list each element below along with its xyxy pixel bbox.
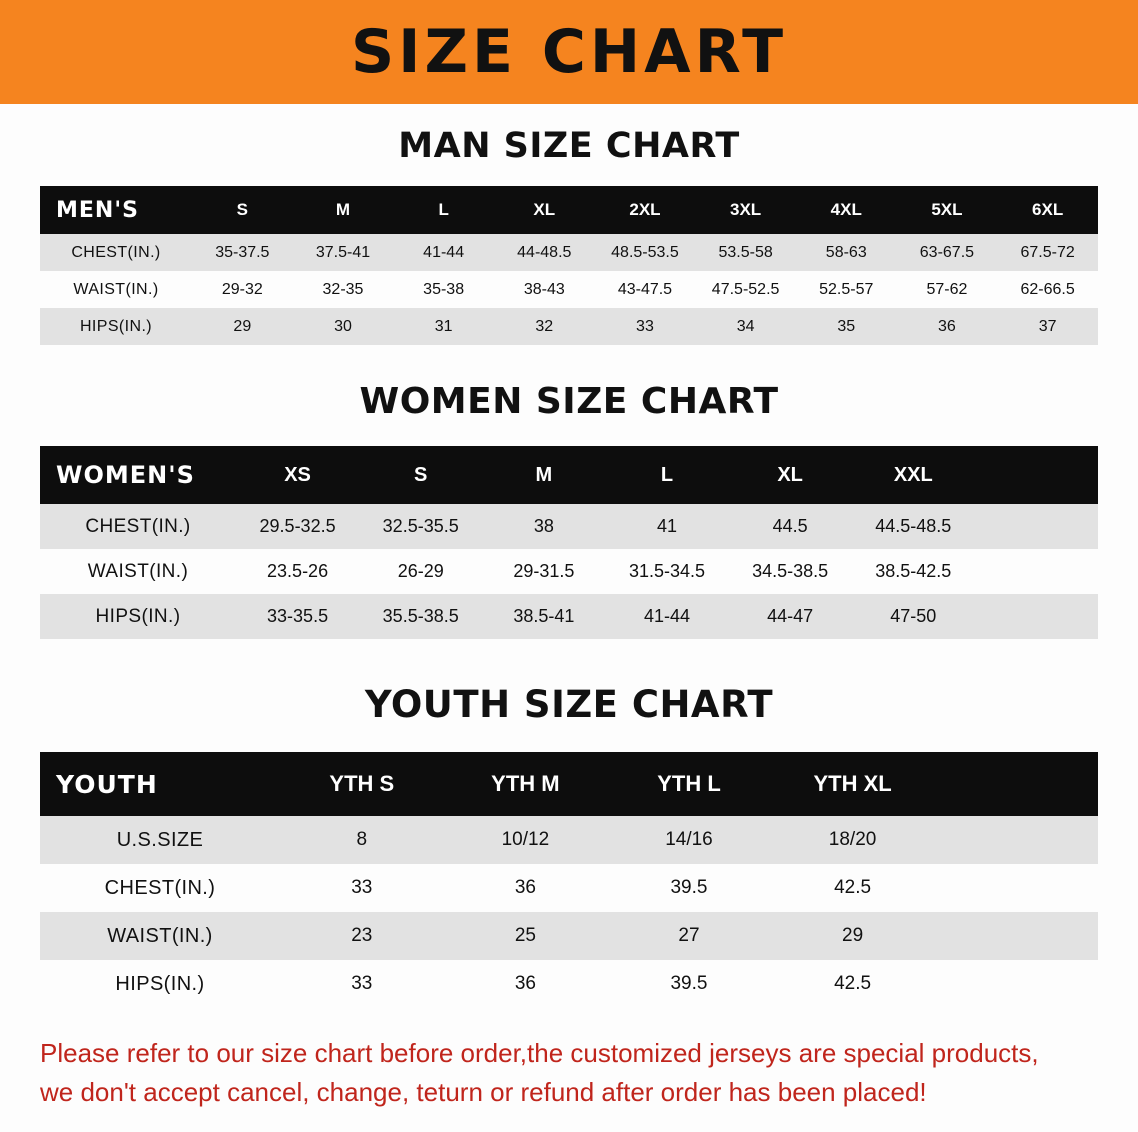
header-cell-m: M bbox=[535, 463, 553, 486]
cell bbox=[934, 960, 1098, 1008]
cell: 35.5-38.5 bbox=[382, 606, 459, 626]
table-row bbox=[40, 234, 1098, 271]
header-cell-womens: WOMEN'S bbox=[56, 461, 195, 489]
header-cell-xl: XL bbox=[777, 463, 803, 486]
cell: 34 bbox=[736, 317, 755, 335]
cell: 38-43 bbox=[523, 280, 565, 298]
women-chart-wrapper bbox=[0, 446, 1138, 639]
women-section-title: WOMEN SIZE CHART bbox=[359, 381, 779, 422]
cell: 39.5 bbox=[670, 973, 708, 994]
cell: 44.5 bbox=[772, 516, 808, 536]
header-cell-s: S bbox=[236, 200, 248, 219]
cell: 32.5-35.5 bbox=[382, 516, 459, 536]
cell: 37 bbox=[1038, 317, 1057, 335]
header-cell-s: S bbox=[414, 463, 428, 486]
header-cell-3xl: 3XL bbox=[730, 200, 762, 219]
cell: 23 bbox=[351, 925, 373, 946]
cell: 52.5-57 bbox=[819, 280, 874, 298]
table-row bbox=[40, 912, 1098, 960]
cell: 41 bbox=[656, 516, 677, 536]
header-cell-6xl: 6XL bbox=[1032, 200, 1064, 219]
cell: 42.5 bbox=[834, 877, 872, 898]
man-size-table bbox=[40, 186, 1098, 345]
cell: 39.5 bbox=[670, 877, 708, 898]
cell: 38 bbox=[533, 516, 554, 536]
cell: 37.5-41 bbox=[315, 243, 371, 261]
disclaimer-note bbox=[40, 1034, 1098, 1112]
table-row bbox=[40, 271, 1098, 308]
cell: 67.5-72 bbox=[1020, 243, 1075, 261]
cell: 36 bbox=[514, 877, 536, 898]
disclaimer-line-1: Please refer to our size chart before order,the customized jerseys are special products, bbox=[40, 1038, 1039, 1068]
youth-section-title: YOUTH SIZE CHART bbox=[364, 683, 774, 726]
cell bbox=[975, 549, 1098, 594]
header-cell-empty bbox=[975, 446, 1098, 504]
table-row bbox=[40, 594, 1098, 639]
cell: 29-32 bbox=[221, 280, 263, 298]
cell: 36 bbox=[514, 973, 536, 994]
cell: 33 bbox=[636, 317, 654, 335]
cell: 33 bbox=[351, 877, 373, 898]
cell: 57-62 bbox=[926, 280, 968, 298]
cell: 44.5-48.5 bbox=[875, 516, 952, 536]
table-row bbox=[40, 308, 1098, 345]
cell: 47.5-52.5 bbox=[711, 280, 780, 298]
cell bbox=[975, 594, 1098, 639]
disclaimer-line-2: we don't accept cancel, change, teturn or refund after order has been placed! bbox=[40, 1077, 927, 1107]
header-cell-4xl: 4XL bbox=[830, 200, 862, 219]
row-label-waist: WAIST(IN.) bbox=[87, 560, 189, 582]
table-header-row bbox=[40, 446, 1098, 504]
cell: 35-38 bbox=[423, 280, 465, 298]
cell: 14/16 bbox=[665, 829, 713, 850]
cell: 18/20 bbox=[828, 829, 877, 850]
cell: 43-47.5 bbox=[617, 280, 673, 298]
cell: 29.5-32.5 bbox=[259, 516, 336, 536]
cell: 10/12 bbox=[501, 829, 550, 850]
row-label-hips: HIPS(IN.) bbox=[115, 972, 205, 995]
youth-size-table bbox=[40, 752, 1098, 1008]
cell: 33-35.5 bbox=[267, 606, 329, 626]
row-label-us-size: U.S.SIZE bbox=[116, 828, 204, 851]
cell: 27 bbox=[678, 925, 700, 946]
page-banner bbox=[0, 0, 1138, 104]
header-cell-5xl: 5XL bbox=[931, 200, 963, 219]
cell: 41-44 bbox=[643, 606, 691, 626]
header-cell-empty bbox=[934, 752, 1098, 816]
table-header-row bbox=[40, 186, 1098, 234]
cell: 29-31.5 bbox=[513, 561, 575, 581]
cell: 25 bbox=[514, 925, 536, 946]
man-chart-wrapper bbox=[0, 186, 1138, 345]
header-cell-m: M bbox=[335, 200, 351, 219]
cell: 47-50 bbox=[890, 606, 937, 626]
table-row bbox=[40, 549, 1098, 594]
cell: 29 bbox=[233, 317, 252, 335]
cell: 31.5-34.5 bbox=[628, 561, 706, 581]
header-cell-xxl: XXL bbox=[893, 463, 933, 486]
page-title: SIZE CHART bbox=[350, 17, 788, 87]
header-cell-yth-l: YTH L bbox=[657, 771, 721, 796]
cell: 30 bbox=[334, 317, 352, 335]
cell: 33 bbox=[351, 973, 373, 994]
cell: 42.5 bbox=[834, 973, 872, 994]
cell: 36 bbox=[938, 317, 956, 335]
header-cell-2xl: 2XL bbox=[629, 200, 661, 219]
youth-chart-wrapper bbox=[0, 752, 1138, 1008]
row-label-chest: CHEST(IN.) bbox=[104, 876, 216, 899]
table-row bbox=[40, 960, 1098, 1008]
table-row bbox=[40, 864, 1098, 912]
cell: 35-37.5 bbox=[215, 243, 270, 261]
header-cell-xl: XL bbox=[533, 200, 556, 219]
table-row bbox=[40, 504, 1098, 549]
row-label-chest: CHEST(IN.) bbox=[85, 515, 191, 537]
header-cell-yth-xl: YTH XL bbox=[813, 771, 892, 796]
cell: 38.5-41 bbox=[513, 606, 575, 626]
cell: 38.5-42.5 bbox=[875, 561, 952, 581]
cell: 26-29 bbox=[397, 561, 444, 581]
cell bbox=[934, 864, 1098, 912]
cell: 31 bbox=[434, 317, 453, 335]
row-label-waist: WAIST(IN.) bbox=[107, 924, 213, 947]
cell: 44-47 bbox=[767, 606, 814, 626]
table-header-row bbox=[40, 752, 1098, 816]
cell: 62-66.5 bbox=[1020, 280, 1075, 298]
cell: 35 bbox=[837, 317, 856, 335]
header-cell-xs: XS bbox=[284, 463, 311, 486]
cell: 48.5-53.5 bbox=[611, 243, 679, 261]
row-label-chest: CHEST(IN.) bbox=[71, 243, 161, 261]
cell bbox=[975, 504, 1098, 549]
women-size-table bbox=[40, 446, 1098, 639]
cell: 29 bbox=[842, 925, 864, 946]
row-label-hips: HIPS(IN.) bbox=[79, 317, 153, 335]
cell: 53.5-58 bbox=[718, 243, 773, 261]
header-cell-l: L bbox=[660, 463, 674, 486]
cell: 63-67.5 bbox=[919, 243, 975, 261]
cell: 58-63 bbox=[825, 243, 867, 261]
cell: 34.5-38.5 bbox=[752, 561, 829, 581]
header-cell-l: L bbox=[438, 200, 449, 219]
header-cell-yth-s: YTH S bbox=[329, 771, 395, 796]
header-cell-mens: MEN'S bbox=[56, 197, 139, 223]
cell: 32 bbox=[535, 317, 554, 335]
cell: 41-44 bbox=[423, 243, 465, 261]
cell: 8 bbox=[356, 829, 368, 850]
header-cell-youth: YOUTH bbox=[56, 769, 158, 799]
row-label-waist: WAIST(IN.) bbox=[73, 280, 159, 298]
man-section-title: MAN SIZE CHART bbox=[398, 126, 740, 166]
table-row bbox=[40, 816, 1098, 864]
cell: 23.5-26 bbox=[267, 561, 329, 581]
cell: 32-35 bbox=[322, 280, 364, 298]
cell: 44-48.5 bbox=[517, 243, 572, 261]
header-cell-yth-m: YTH M bbox=[491, 771, 560, 796]
row-label-hips: HIPS(IN.) bbox=[95, 605, 181, 627]
cell bbox=[934, 816, 1098, 864]
cell bbox=[934, 912, 1098, 960]
